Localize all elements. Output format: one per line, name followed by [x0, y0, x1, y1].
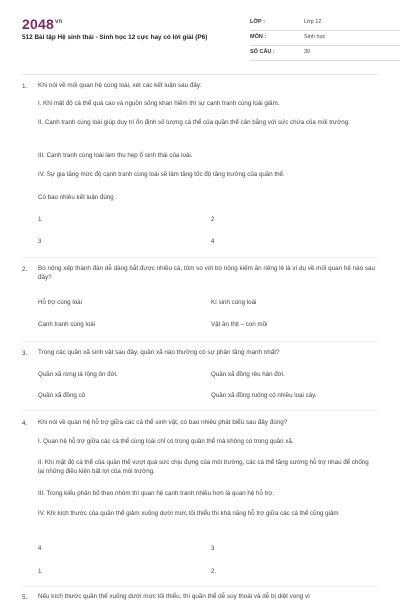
- statement: IV. Sự gia tăng mức độ cạnh tranh cùng loài sẽ làm tăng tốc độ tăng trưởng của quần thể.: [38, 171, 285, 178]
- statement: II. Khi mật độ cá thể của quần thể vượt quá sức chịu đựng của môi trường, các cá thể tăng cường hỗ trợ nhau để chống lại những điều kiện bất lợi của môi trường.: [38, 459, 369, 475]
- question-stem: Bò nông xếp thành đàn dễ dàng bắt được nhiều cá, tôm so với bò nông kiếm ăn riêng lẻ là ví dụ về mối quan hệ nào sau đây?: [38, 265, 375, 281]
- meta-question-count: [250, 46, 400, 61]
- statement: III. Cạnh tranh cùng loài làm thu hẹp ổ sinh thái của loài.: [38, 152, 193, 159]
- answer-option[interactable]: 4: [38, 545, 42, 552]
- question-number: 1.: [22, 83, 28, 90]
- answer-option[interactable]: Quần xã đồng rêu hàn đới.: [211, 371, 285, 378]
- answer-option[interactable]: Kí sinh cùng loài: [211, 299, 257, 306]
- document-title: 512 Bài tập Hệ sinh thái - Sinh học 12 cực hay có lời giải (P6): [22, 34, 208, 41]
- meta-subject: [250, 31, 400, 46]
- answer-option[interactable]: Quần xã đồng cỏ: [38, 392, 86, 399]
- question-stem: Nếu kích thước quần thể xuống dưới mức tối thiểu, thì quần thể dễ suy thoái và dễ bị diệt vong vì: [38, 593, 310, 600]
- answer-option[interactable]: 3: [38, 238, 42, 245]
- statement: IV. Khi kích thước của quần thể giảm xuống dưới mức tối thiểu thì khả năng hỗ trợ giữa các cá thể cũng giảm: [38, 510, 339, 517]
- meta-value: Sinh học: [304, 34, 326, 40]
- meta-value: Lớp 12: [304, 19, 322, 25]
- statement: I. Khi mật độ cá thể quá cao và nguồn sống khan hiếm thì sự cạnh tranh cùng loài giảm.: [38, 100, 280, 107]
- meta-label: MÔN :: [250, 34, 267, 40]
- statement: I. Quan hệ hỗ trợ giữa các cá thể cùng loài chỉ có trong quần thể mà không có trong quần xã.: [38, 438, 294, 445]
- answer-option[interactable]: 2: [211, 216, 215, 223]
- answer-option[interactable]: Quần xã rừng lá rộng ôn đới.: [38, 371, 118, 378]
- answer-option[interactable]: 2.: [211, 568, 217, 575]
- header-divider: [22, 74, 378, 75]
- site-logo[interactable]: $2048^{vn}$: [22, 16, 63, 32]
- answer-option[interactable]: 1: [38, 216, 42, 223]
- question-divider: [22, 586, 378, 587]
- question-divider: [22, 410, 378, 411]
- question-stem: Khi nói về mối quan hệ cùng loài, xét các kết luận sau đây:: [38, 82, 202, 89]
- meta-value: 30: [304, 49, 311, 55]
- answer-option[interactable]: Vật ăn thịt – con mồi: [211, 321, 268, 328]
- question-divider: [22, 257, 378, 258]
- answer-option[interactable]: 4: [211, 238, 215, 245]
- statement: III. Trong kiểu phân bố theo nhóm thì quan hệ cạnh tranh nhiều hơn là quan hệ hỗ trợ.: [38, 490, 275, 497]
- meta-label: SỐ CÂU :: [250, 49, 275, 55]
- question-number: 3.: [22, 350, 28, 357]
- question-divider: [22, 341, 378, 342]
- meta-label: LỚP :: [250, 19, 265, 25]
- question-number: 2.: [22, 266, 28, 273]
- answer-option[interactable]: Hỗ trợ cùng loài: [38, 299, 82, 306]
- answer-option[interactable]: Cạnh tranh cùng loài: [38, 321, 96, 328]
- meta-class: [250, 16, 400, 31]
- question-prompt: Có bao nhiêu kết luận đúng :: [38, 194, 118, 201]
- question-stem: Trong các quần xã sinh vật sau đây, quần xã nào thường có sự phân tầng mạnh nhất?: [38, 349, 280, 356]
- question-number: 4.: [22, 420, 28, 427]
- header: [22, 14, 382, 66]
- question-number: 5.: [22, 594, 28, 601]
- question-stem: Khi nói về quan hệ hỗ trợ giữa các cá thể sinh vật, có bao nhiêu phát biểu sau đây đúng?: [38, 419, 288, 426]
- answer-option[interactable]: 3: [211, 545, 215, 552]
- answer-option[interactable]: Quần xã đồng ruộng có nhiều loại cây.: [211, 392, 317, 399]
- document-meta: [250, 16, 400, 61]
- answer-option[interactable]: 1: [38, 568, 42, 575]
- statement: II. Cạnh tranh cùng loài giúp duy trì ổn định số lượng cá thể của quần thể cân bằng với sức chứa của môi trường.: [38, 119, 350, 126]
